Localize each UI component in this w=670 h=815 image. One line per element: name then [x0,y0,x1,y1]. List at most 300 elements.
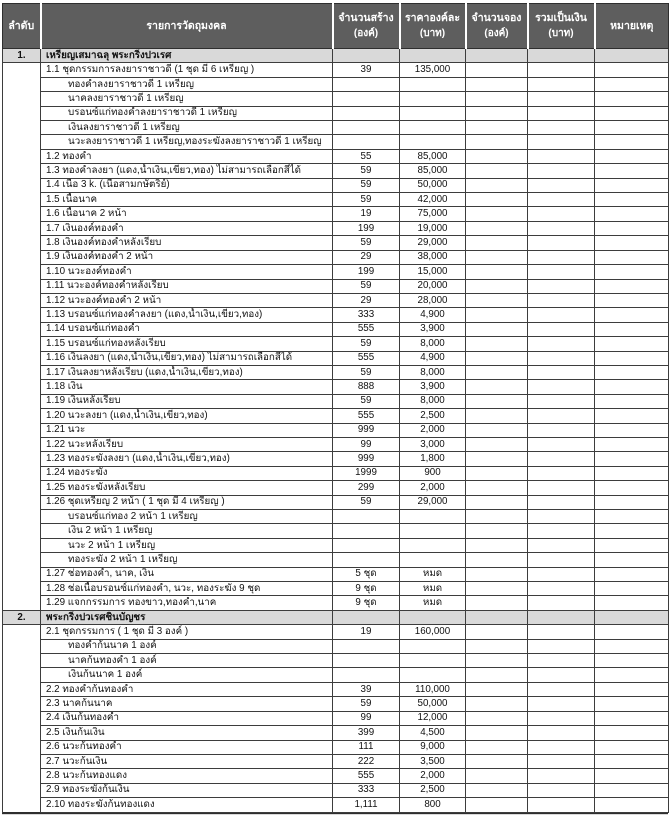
item-cell: 2.5 เงินก้นเงิน [41,726,333,740]
table-row [3,308,669,322]
price-cell: 28,000 [400,293,466,307]
section-row [3,610,669,624]
item-cell: 1.17 เงินลงยาหลังเรียบ (แดง,น้ำเงิน,เขียว,ทอง) [41,365,333,379]
item-cell: 1.12 นวะองค์ทองคำ 2 หน้า [41,293,333,307]
price-cell: 19,000 [400,221,466,235]
row-number-cell [3,236,41,250]
table-row [3,567,669,581]
reserved-count-cell [466,63,528,77]
price-cell: 75,000 [400,207,466,221]
made-count-cell: 111 [333,740,400,754]
made-count-cell: 39 [333,63,400,77]
reserved-count-cell [466,394,528,408]
row-number-cell [3,754,41,768]
item-cell: 2.6 นวะก้นทองคำ [41,740,333,754]
item-cell: เงิน 2 หน้า 1 เหรียญ [41,524,333,538]
row-number-cell [3,149,41,163]
reserved-count-cell [466,668,528,682]
made-count-cell [333,135,400,149]
row-number-cell [3,524,41,538]
price-cell: 4,500 [400,726,466,740]
table-row [3,726,669,740]
made-count-cell: 1,111 [333,798,400,812]
reserved-count-cell [466,769,528,783]
table-row [3,380,669,394]
price-cell: 4,900 [400,351,466,365]
table-row [3,625,669,639]
row-number-cell [3,639,41,653]
reserved-count-cell [466,596,528,610]
table-row [3,409,669,423]
row-number-cell [3,553,41,567]
note-cell [595,798,669,812]
price-cell: 85,000 [400,149,466,163]
price-cell: หมด [400,582,466,596]
note-cell [595,178,669,192]
table-row [3,149,669,163]
made-count-cell: 9 ชุด [333,582,400,596]
item-cell: ทองคำก้นนาค 1 องค์ [41,639,333,653]
price-cell: 800 [400,798,466,812]
item-cell: 1.9 เงินองค์ทองคำ 2 หน้า [41,250,333,264]
made-count-cell: 99 [333,437,400,451]
table-row [3,135,669,149]
total-amount-cell [528,178,595,192]
row-number-cell [3,322,41,336]
note-cell [595,250,669,264]
made-count-cell: 59 [333,495,400,509]
reserved-count-cell [466,380,528,394]
made-count-cell: 5 ชุด [333,567,400,581]
column-header [466,4,528,49]
note-cell [595,610,669,624]
made-count-cell [333,654,400,668]
price-cell: 3,500 [400,754,466,768]
price-cell: 50,000 [400,178,466,192]
made-count-cell [333,49,400,63]
note-cell [595,740,669,754]
made-count-cell: 59 [333,164,400,178]
note-cell [595,726,669,740]
note-cell [595,524,669,538]
row-number-cell [3,106,41,120]
total-amount-cell [528,337,595,351]
item-cell: บรอนซ์แก่ทองคำลงยาราชาวดี 1 เหรียญ [41,106,333,120]
note-cell [595,769,669,783]
total-amount-cell [528,596,595,610]
total-amount-cell [528,322,595,336]
row-number-cell [3,135,41,149]
row-number-cell [3,63,41,77]
note-cell [595,106,669,120]
price-cell: 3,900 [400,322,466,336]
price-cell: 2,500 [400,409,466,423]
table-row [3,754,669,768]
price-cell [400,538,466,552]
row-number-cell [3,293,41,307]
row-number-cell [3,394,41,408]
row-number-cell [3,466,41,480]
made-count-cell: 333 [333,783,400,797]
total-amount-cell [528,452,595,466]
total-amount-cell [528,610,595,624]
made-count-cell: 199 [333,221,400,235]
price-cell: 29,000 [400,236,466,250]
total-amount-cell [528,625,595,639]
note-cell [595,510,669,524]
reserved-count-cell [466,711,528,725]
table-header [3,4,669,49]
row-number-cell [3,452,41,466]
total-amount-cell [528,524,595,538]
total-amount-cell [528,481,595,495]
item-cell: นวะ 2 หน้า 1 เหรียญ [41,538,333,552]
made-count-cell: 9 ชุด [333,596,400,610]
reserved-count-cell [466,121,528,135]
row-number-cell [3,625,41,639]
item-cell: นวะลงยาราชาวดี 1 เหรียญ,ทองระฆังลงยาราชาวดี 1 เหรียญ [41,135,333,149]
total-amount-cell [528,553,595,567]
total-amount-cell [528,308,595,322]
row-number-cell [3,769,41,783]
total-amount-cell [528,682,595,696]
reserved-count-cell [466,207,528,221]
price-cell: 3,000 [400,437,466,451]
reserved-count-cell [466,365,528,379]
row-number-cell [3,77,41,91]
price-cell: 12,000 [400,711,466,725]
item-cell: 1.20 นวะลงยา (แดง,น้ำเงิน,เขียว,ทอง) [41,409,333,423]
note-cell [595,121,669,135]
note-cell [595,754,669,768]
item-cell: 1.25 ทองระฆังหลังเรียบ [41,481,333,495]
price-cell: หมด [400,596,466,610]
column-header-label: จำนวนจอง [471,12,522,24]
total-amount-cell [528,798,595,812]
total-amount-cell [528,510,595,524]
total-amount-cell [528,265,595,279]
made-count-cell [333,538,400,552]
item-cell: 1.6 เนื้อนาค 2 หน้า [41,207,333,221]
row-number-cell [3,596,41,610]
note-cell [595,164,669,178]
table-row [3,63,669,77]
section-row [3,49,669,63]
total-amount-cell [528,121,595,135]
reserved-count-cell [466,193,528,207]
row-number-cell [3,437,41,451]
amulet-price-table [2,3,669,813]
item-cell: เงินก้นนาค 1 องค์ [41,668,333,682]
note-cell [595,697,669,711]
made-count-cell: 59 [333,697,400,711]
table-row [3,106,669,120]
note-cell [595,380,669,394]
table-row [3,639,669,653]
made-count-cell: 999 [333,423,400,437]
made-count-cell: 299 [333,481,400,495]
price-cell [400,639,466,653]
header-row [3,4,669,49]
reserved-count-cell [466,77,528,91]
note-cell [595,466,669,480]
made-count-cell: 333 [333,308,400,322]
made-count-cell: 59 [333,279,400,293]
price-cell: 8,000 [400,337,466,351]
column-header-unit: (บาท) [419,28,446,39]
table-row [3,481,669,495]
price-cell [400,610,466,624]
row-number-cell [3,697,41,711]
row-number-cell [3,783,41,797]
total-amount-cell [528,293,595,307]
total-amount-cell [528,207,595,221]
item-cell: 1.23 ทองระฆังลงยา (แดง,น้ำเงิน,เขียว,ทอง) [41,452,333,466]
note-cell [595,409,669,423]
reserved-count-cell [466,221,528,235]
item-cell: 1.4 เนื้อ 3 k. (เนื้อสามกษัตริย์) [41,178,333,192]
table-row [3,164,669,178]
note-cell [595,207,669,221]
item-cell: 2.2 ทองคำก้นทองคำ [41,682,333,696]
total-amount-cell [528,639,595,653]
price-cell: 8,000 [400,365,466,379]
made-count-cell: 399 [333,726,400,740]
price-cell: 20,000 [400,279,466,293]
column-header [528,4,595,49]
item-cell: 1.1 ชุดกรรมการลงยาราชาวดี (1 ชุด มี 6 เหรียญ ) [41,63,333,77]
item-cell: 1.21 นวะ [41,423,333,437]
total-amount-cell [528,394,595,408]
price-cell [400,524,466,538]
item-cell: 1.24 ทองระฆัง [41,466,333,480]
item-cell: 1.11 นวะองค์ทองคำหลังเรียบ [41,279,333,293]
row-number-cell [3,337,41,351]
table-row [3,423,669,437]
row-number-cell [3,481,41,495]
table-row [3,769,669,783]
price-cell: 15,000 [400,265,466,279]
item-cell: 2.7 นวะก้นเงิน [41,754,333,768]
item-cell: 1.29 แจกกรรมการ ทองขาว,ทองคำ,นาค [41,596,333,610]
total-amount-cell [528,495,595,509]
made-count-cell: 59 [333,193,400,207]
price-cell [400,135,466,149]
table-row [3,77,669,91]
price-cell [400,121,466,135]
row-number-cell [3,740,41,754]
column-header [41,4,333,49]
table-row [3,524,669,538]
reserved-count-cell [466,524,528,538]
price-cell: 2,000 [400,423,466,437]
table-row [3,92,669,106]
row-number-cell [3,308,41,322]
made-count-cell: 59 [333,337,400,351]
price-cell: 110,000 [400,682,466,696]
made-count-cell: 29 [333,250,400,264]
note-cell [595,783,669,797]
total-amount-cell [528,437,595,451]
note-cell [595,538,669,552]
row-number-cell [3,423,41,437]
row-number-cell [3,798,41,812]
price-cell [400,92,466,106]
row-number-cell [3,510,41,524]
made-count-cell: 59 [333,178,400,192]
price-cell: 50,000 [400,697,466,711]
price-cell: 4,900 [400,308,466,322]
table-row [3,452,669,466]
price-cell: 29,000 [400,495,466,509]
note-cell [595,668,669,682]
table-body [3,49,669,813]
note-cell [595,596,669,610]
table-row [3,394,669,408]
table-row [3,279,669,293]
table-row [3,265,669,279]
row-number-cell [3,682,41,696]
made-count-cell: 99 [333,711,400,725]
price-cell: 42,000 [400,193,466,207]
table-row [3,783,669,797]
row-number-cell [3,567,41,581]
note-cell [595,495,669,509]
column-header-label: จำนวนสร้าง [338,12,394,24]
reserved-count-cell [466,582,528,596]
item-cell: 2.8 นวะก้นทองแดง [41,769,333,783]
table-row [3,365,669,379]
total-amount-cell [528,380,595,394]
item-cell: ทองระฆัง 2 หน้า 1 เหรียญ [41,553,333,567]
total-amount-cell [528,49,595,63]
row-number-cell [3,380,41,394]
row-number-cell: 2. [3,610,41,624]
made-count-cell: 59 [333,365,400,379]
reserved-count-cell [466,510,528,524]
row-number-cell [3,265,41,279]
table-row [3,697,669,711]
price-cell: 2,000 [400,769,466,783]
reserved-count-cell [466,236,528,250]
made-count-cell: 999 [333,452,400,466]
item-cell: 1.19 เงินหลังเรียบ [41,394,333,408]
reserved-count-cell [466,798,528,812]
made-count-cell: 888 [333,380,400,394]
made-count-cell [333,92,400,106]
price-cell [400,49,466,63]
note-cell [595,149,669,163]
item-cell: 1.8 เงินองค์ทองคำหลังเรียบ [41,236,333,250]
reserved-count-cell [466,754,528,768]
total-amount-cell [528,783,595,797]
made-count-cell [333,639,400,653]
total-amount-cell [528,149,595,163]
note-cell [595,437,669,451]
item-cell: พระกริ่งปวเรศชินบัญชร [41,610,333,624]
made-count-cell: 555 [333,769,400,783]
row-number-cell [3,582,41,596]
note-cell [595,293,669,307]
total-amount-cell [528,77,595,91]
table-row [3,207,669,221]
total-amount-cell [528,567,595,581]
table-row [3,178,669,192]
item-cell: เงินลงยาราชาวดี 1 เหรียญ [41,121,333,135]
price-cell [400,654,466,668]
total-amount-cell [528,740,595,754]
total-amount-cell [528,221,595,235]
column-header-label: ลำดับ [8,19,35,32]
item-cell: 2.1 ชุดกรรมการ ( 1 ชุด มี 3 องค์ ) [41,625,333,639]
document-page [0,3,670,815]
reserved-count-cell [466,423,528,437]
price-cell: 2,500 [400,783,466,797]
made-count-cell [333,106,400,120]
note-cell [595,92,669,106]
reserved-count-cell [466,553,528,567]
note-cell [595,351,669,365]
table-row [3,798,669,812]
price-cell: 9,000 [400,740,466,754]
note-cell [595,77,669,91]
made-count-cell: 1999 [333,466,400,480]
table-row [3,654,669,668]
price-cell: 135,000 [400,63,466,77]
item-cell: ทองคำลงยาราชาวดี 1 เหรียญ [41,77,333,91]
total-amount-cell [528,466,595,480]
column-header [400,4,466,49]
made-count-cell [333,510,400,524]
total-amount-cell [528,726,595,740]
reserved-count-cell [466,726,528,740]
total-amount-cell [528,654,595,668]
made-count-cell [333,77,400,91]
price-cell [400,77,466,91]
total-amount-cell [528,538,595,552]
reserved-count-cell [466,322,528,336]
note-cell [595,135,669,149]
item-cell: 1.14 บรอนซ์แก่ทองคำ [41,322,333,336]
row-number-cell [3,178,41,192]
item-cell: 1.7 เงินองค์ทองคำ [41,221,333,235]
made-count-cell: 29 [333,293,400,307]
item-cell: 1.28 ช่อเนื้อบรอนซ์แก่ทองคำ, นวะ, ทองระฆัง 9 ชุด [41,582,333,596]
total-amount-cell [528,423,595,437]
made-count-cell: 555 [333,322,400,336]
table-row [3,221,669,235]
reserved-count-cell [466,682,528,696]
made-count-cell [333,121,400,135]
price-cell: 2,000 [400,481,466,495]
note-cell [595,582,669,596]
price-cell: 160,000 [400,625,466,639]
table-row [3,740,669,754]
note-cell [595,481,669,495]
item-cell: 2.4 เงินก้นทองคำ [41,711,333,725]
total-amount-cell [528,711,595,725]
column-header-unit: (องค์) [353,28,379,39]
reserved-count-cell [466,610,528,624]
item-cell: เหรียญเสมาฉลุ พระกริ่งปวเรศ [41,49,333,63]
reserved-count-cell [466,135,528,149]
reserved-count-cell [466,639,528,653]
note-cell [595,308,669,322]
row-number-cell [3,279,41,293]
reserved-count-cell [466,567,528,581]
total-amount-cell [528,135,595,149]
reserved-count-cell [466,293,528,307]
